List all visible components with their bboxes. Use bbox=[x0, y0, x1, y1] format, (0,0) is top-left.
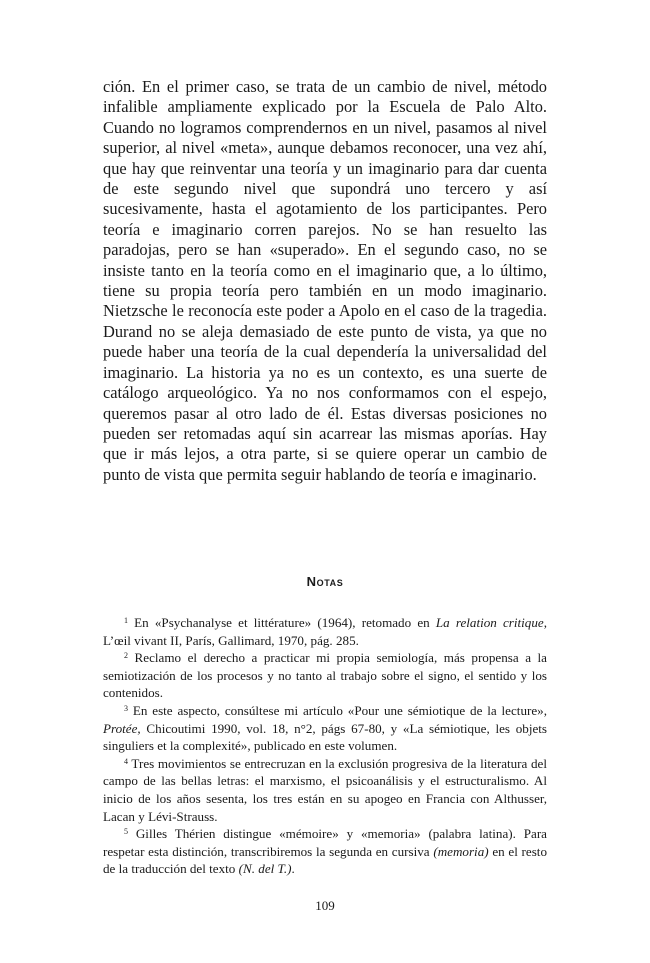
footnote-text: Reclamo el derecho a practicar mi propia semiología, más propensa a la semiotización de los procesos y no tanto al trabajo sobre el signo, el sentido y los contenidos. bbox=[103, 650, 547, 701]
footnote-1 bbox=[103, 614, 547, 649]
footnote-4 bbox=[103, 755, 547, 825]
footnote-text: Tres movimientos se entrecruzan en la exclusión progresiva de la literatura del campo de las bellas letras: el marxismo, el psicoanálisis y el estructuralismo. Al inicio de los años sesenta, los tres están en su apogeo en Francia con Althusser, Lacan y Lévi-Strauss. bbox=[103, 755, 548, 824]
footnote-number: 4 bbox=[124, 756, 128, 766]
footnote-number: 5 bbox=[124, 827, 128, 837]
footnote-2 bbox=[103, 649, 547, 702]
footnote-italic-text: (N. del T.) bbox=[238, 861, 292, 877]
page-number: 109 bbox=[315, 898, 335, 913]
notes-heading: Notas bbox=[306, 574, 344, 589]
footnote-text: , L’œil vivant II, París, Gallimard, 1970, pág. 285. bbox=[103, 615, 547, 648]
footnote-5 bbox=[103, 825, 547, 878]
footnote-italic-text: La relation critique bbox=[435, 615, 544, 630]
footnote-text: Chicoutimi 1990, vol. 18, n°2, págs 67-80, y «La sémiotique, les objets singuliers et la complexité», publicado en este volumen. bbox=[103, 720, 547, 754]
footnote-text: En este aspecto, consúltese mi artículo «Pour une sémiotique de la lecture», bbox=[132, 702, 547, 718]
footnote-text: En «Psychanalyse et littérature» (1964), retomado en bbox=[134, 615, 436, 630]
footnote-italic-text: (memoria) bbox=[433, 843, 489, 859]
footnote-number: 3 bbox=[124, 703, 128, 713]
body-paragraph: ción. En el primer caso, se trata de un cambio de nivel, método infalible ampliamente explicado por la Escuela de Palo Alto. Cuando no logramos comprendernos en un nivel, pasamos al nivel superior, al nivel «meta», aunque debamos reconocer, una vez ahí, que hay que reinventar una teoría y un imaginario para dar cuenta de este segundo nivel que supondrá uno tercero y así sucesivamente, hasta el agotamiento de los participantes. Pero teoría e imaginario corren parejos. No se han resuelto las paradojas, pero se han «superado». En el segundo caso, no se insiste tanto en la teoría como en el imaginario que, a lo último, tiene su propia teoría pero también en un modo imaginario. Nietzsche le reconocía este poder a Apolo en el caso de la tragedia. Durand no se aleja demasiado de este punto de vista, ya que no puede haber una teoría de la cual dependería la universalidad del imaginario. La historia ya no es un contexto, es una suerte de catálogo arqueológico. Ya no nos conformamos con el espejo, queremos pasar al otro lado de él. Estas diversas posiciones no pueden ser retomadas aquí sin acarrear las mismas aporías. Hay que ir más lejos, a otra parte, si se quiere operar un cambio de punto de vista que permita seguir hablando de teoría e imaginario. bbox=[103, 77, 547, 484]
footnote-italic-text: Protée, bbox=[103, 720, 141, 736]
footnote-text: Gilles Thérien distingue «mémoire» y «memoria» (palabra latina). Para respetar esta distinción, transcribiremos la segunda en cursiva bbox=[103, 826, 547, 859]
footnote-text: . bbox=[291, 861, 295, 877]
footnotes bbox=[103, 614, 547, 878]
footnote-3 bbox=[103, 702, 547, 755]
footnote-number: 1 bbox=[124, 616, 128, 625]
footnote-number: 2 bbox=[124, 651, 128, 661]
footnote-text: en el resto de la traducción del texto bbox=[103, 843, 547, 877]
